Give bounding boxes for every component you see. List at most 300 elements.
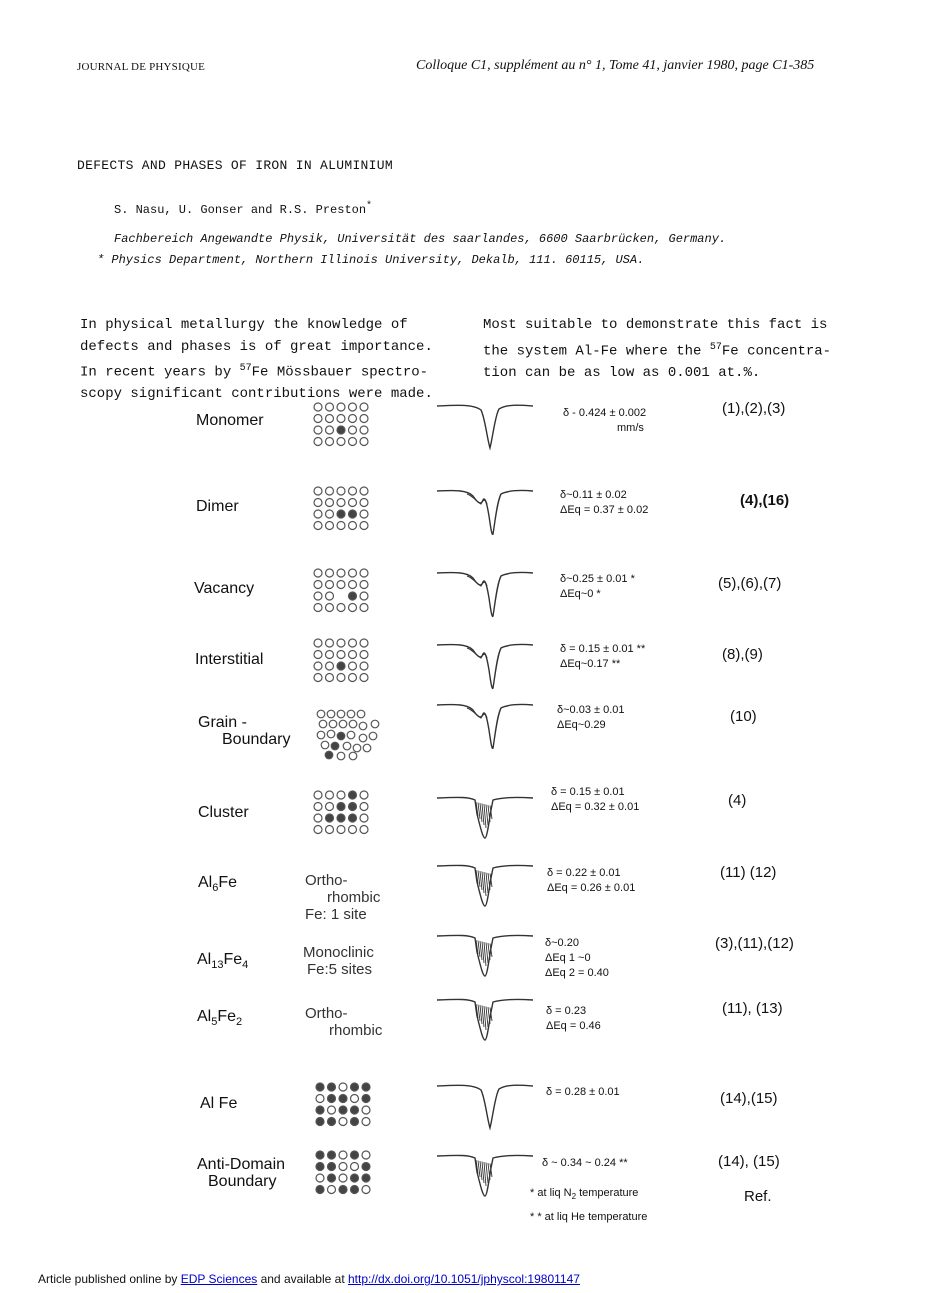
desc-al6fe-3: Fe: 1 site (305, 906, 367, 923)
params-interstitial (560, 642, 645, 672)
al-atom (349, 569, 357, 577)
al-atom (314, 791, 322, 799)
al6fe-sub: 6 (212, 882, 219, 895)
al-atom (316, 1174, 324, 1182)
al-atom (362, 1151, 370, 1159)
fe-atom (316, 1186, 324, 1194)
al13fe4-sub: 13 (211, 959, 224, 972)
lattice-anti-domain (315, 1150, 375, 1198)
al13fe4-sub2: 4 (242, 959, 249, 972)
fe-atom (337, 510, 345, 518)
absorption-line (480, 1161, 482, 1180)
spectrum-al6fe (437, 860, 535, 912)
fe-atom (337, 426, 345, 434)
row-name-anti-domain: Anti-Domain (197, 1156, 286, 1173)
refs-alfe: (14),(15) (720, 1090, 778, 1107)
ref-label: Ref. (744, 1188, 772, 1205)
absorption-line (480, 941, 482, 960)
al-atom (327, 730, 335, 738)
row-name-monomer: Monomer (196, 412, 264, 429)
absorption-line (486, 1007, 488, 1028)
refs-anti-domain: (14), (15) (718, 1153, 780, 1170)
lattice-dimer (313, 486, 373, 534)
fe-atom (349, 814, 357, 822)
al-atom (349, 752, 357, 760)
al-atom (326, 651, 334, 659)
params-anti-domain (542, 1156, 628, 1171)
desc-al6fe (305, 872, 380, 923)
params-monomer (563, 406, 646, 436)
al-atom (337, 499, 345, 507)
fe-atom (328, 1151, 336, 1159)
params-cluster (551, 785, 639, 815)
al-atom (360, 662, 368, 670)
fe-atom (349, 592, 357, 600)
fe-atom (349, 803, 357, 811)
al-atom (360, 426, 368, 434)
lattice-vacancy (313, 568, 373, 616)
row-name-boundary-2: Boundary (208, 1173, 277, 1190)
note-n2-sub: 2 (571, 1192, 577, 1202)
al-atom (326, 426, 334, 434)
affiliation-2: * Physics Department, Northern Illinois University, Dekalb, 111. 60115, USA. (97, 253, 645, 267)
lattice-interstitial (313, 638, 373, 686)
refs-vacancy: (5),(6),(7) (718, 575, 782, 592)
al-atom (314, 592, 322, 600)
al-atom (314, 814, 322, 822)
al-atom (360, 415, 368, 423)
author-mark: * (366, 201, 373, 212)
al13fe4-fe: Fe (223, 951, 243, 968)
al-atom (347, 710, 355, 718)
al-atom (359, 734, 367, 742)
params-grain (557, 703, 625, 733)
param-cluster-2: ΔEq = 0.32 ± 0.01 (551, 801, 640, 813)
fe-atom (328, 1174, 336, 1182)
param-al6fe-1: δ = 0.22 ± 0.01 (547, 867, 621, 879)
absorption-line (437, 490, 533, 534)
fe-atom (351, 1151, 359, 1159)
param-al13fe4-1: δ~0.20 (545, 937, 579, 949)
al-atom (321, 741, 329, 749)
absorption-line (437, 405, 533, 448)
al-atom (360, 403, 368, 411)
fe-atom (349, 791, 357, 799)
intro-right-line-1: Most suitable to demonstrate this fact is (483, 317, 828, 333)
al-atom (337, 674, 345, 682)
fe-atom (331, 742, 339, 750)
intro-left-line-3a: In recent years by (80, 364, 240, 381)
al-atom (339, 720, 347, 728)
al-atom (357, 710, 365, 718)
al-atom (351, 1163, 359, 1171)
refs-monomer: (1),(2),(3) (722, 400, 786, 417)
fe-atom (316, 1118, 324, 1126)
desc-al6fe-1: Ortho- (305, 872, 348, 889)
al-atom (360, 569, 368, 577)
al-atom (337, 415, 345, 423)
al-atom (337, 522, 345, 530)
al-atom (349, 581, 357, 589)
al-atom (360, 487, 368, 495)
param-monomer-2: mm/s (617, 422, 644, 434)
fe-atom (337, 803, 345, 811)
params-alfe (546, 1085, 620, 1100)
doi-link[interactable]: http://dx.doi.org/10.1051/jphyscol:19801147 (347, 1272, 580, 1286)
al-atom (326, 522, 334, 530)
al-atom (326, 569, 334, 577)
lattice-grain-boundary (313, 708, 379, 758)
isotope-mark: 57 (239, 363, 252, 374)
params-dimer (560, 488, 648, 518)
fe-atom (325, 751, 333, 759)
al6fe-al: Al (198, 874, 213, 891)
al-atom (349, 662, 357, 670)
desc-al5fe2 (305, 1005, 382, 1039)
refs-cluster: (4) (728, 792, 747, 809)
al-atom (337, 651, 345, 659)
al-atom (326, 487, 334, 495)
intro-left-line-2: defects and phases is of great importance. (80, 338, 433, 355)
al-atom (349, 826, 357, 834)
al-atom (349, 499, 357, 507)
intro-right-line-2b: Fe concentra- (721, 343, 832, 360)
al-atom (314, 674, 322, 682)
absorption-line (437, 644, 533, 688)
paper-title: DEFECTS AND PHASES OF IRON IN ALUMINIUM (77, 158, 393, 173)
al-atom (314, 487, 322, 495)
isotope-mark-2: 57 (709, 341, 722, 353)
refs-dimer: (4),(16) (740, 492, 790, 509)
al-atom (337, 791, 345, 799)
spectrum-monomer (437, 400, 535, 452)
al-atom (326, 438, 334, 446)
footer (38, 1272, 580, 1286)
desc-al13fe4-1: Monoclinic (303, 944, 374, 961)
al-atom (349, 522, 357, 530)
params-al5fe2 (546, 1004, 601, 1034)
edp-link[interactable]: EDP Sciences (180, 1272, 258, 1286)
fe-atom (328, 1163, 336, 1171)
al-atom (314, 438, 322, 446)
fe-atom (337, 662, 345, 670)
al-atom (349, 426, 357, 434)
desc-al13fe4-2: Fe:5 sites (307, 961, 373, 978)
absorption-line (486, 873, 488, 894)
absorption-line (437, 704, 533, 748)
spectrum-alfe (437, 1080, 535, 1132)
al-atom (362, 1118, 370, 1126)
al-atom (360, 522, 368, 530)
al-atom (328, 1106, 336, 1114)
param-al5fe2-1: δ = 0.23 (546, 1005, 587, 1017)
authors-text: S. Nasu, U. Gonser and R.S. Preston (114, 203, 367, 217)
al-atom (360, 674, 368, 682)
absorption-line (486, 943, 488, 964)
spectrum-interstitial (437, 640, 535, 692)
param-grain-1: δ~0.03 ± 0.01 (557, 704, 625, 716)
absorption-line (437, 1085, 533, 1128)
al-atom (343, 742, 351, 750)
fe-atom (337, 814, 345, 822)
desc-al13fe4 (303, 944, 374, 978)
al-atom (337, 487, 345, 495)
param-al13fe4-3: ΔEq 2 = 0.40 (545, 967, 609, 979)
al-atom (337, 710, 345, 718)
row-name-cluster: Cluster (198, 804, 249, 821)
absorption-line (480, 871, 482, 890)
intro-left-line-3b: Fe Mössbauer spectro- (251, 364, 429, 381)
param-dimer-1: δ~0.11 ± 0.02 (560, 489, 627, 501)
al-atom (360, 438, 368, 446)
journal-name: JOURNAL DE PHYSIQUE (77, 61, 206, 73)
fe-atom (339, 1095, 347, 1103)
intro-right-line-3: tion can be as low as 0.001 at.%. (483, 364, 761, 381)
note-n2-b: temperature (576, 1187, 639, 1199)
al-atom (349, 651, 357, 659)
al-atom (360, 826, 368, 834)
fe-atom (351, 1118, 359, 1126)
spectrum-grain-boundary (437, 700, 535, 752)
al-atom (362, 1106, 370, 1114)
al-atom (326, 791, 334, 799)
al-atom (371, 720, 379, 728)
al-atom (349, 604, 357, 612)
desc-al5fe2-2: rhombic (329, 1022, 383, 1039)
al-atom (317, 731, 325, 739)
note-he: * * at liq He temperature (530, 1211, 648, 1223)
fe-atom (362, 1083, 370, 1091)
al-atom (326, 415, 334, 423)
al-atom (337, 403, 345, 411)
al-atom (314, 510, 322, 518)
al-atom (326, 592, 334, 600)
al-atom (360, 499, 368, 507)
param-al6fe-2: ΔEq = 0.26 ± 0.01 (547, 882, 636, 894)
al13fe4-al: Al (197, 951, 212, 968)
al-atom (347, 731, 355, 739)
al-atom (339, 1083, 347, 1091)
al-atom (327, 710, 335, 718)
desc-al5fe2-1: Ortho- (305, 1005, 348, 1022)
al-atom (349, 438, 357, 446)
refs-al13fe4: (3),(11),(12) (715, 935, 794, 952)
al-atom (360, 814, 368, 822)
fe-atom (328, 1083, 336, 1091)
fe-atom (362, 1174, 370, 1182)
row-name-al5fe2 (197, 1008, 242, 1031)
lattice-cluster (313, 790, 373, 838)
al-atom (314, 604, 322, 612)
al-atom (353, 744, 361, 752)
al-atom (337, 639, 345, 647)
al-atom (360, 604, 368, 612)
al-atom (328, 1186, 336, 1194)
al-atom (314, 581, 322, 589)
refs-interstitial: (8),(9) (722, 646, 763, 663)
params-al13fe4 (545, 936, 609, 981)
row-name-al13fe4 (197, 951, 248, 974)
al-atom (363, 744, 371, 752)
al-atom (337, 581, 345, 589)
al-atom (314, 569, 322, 577)
al-atom (314, 522, 322, 530)
al-atom (360, 581, 368, 589)
spectrum-anti-domain (437, 1150, 535, 1202)
lattice-monomer (313, 402, 373, 450)
absorption-line (480, 1005, 482, 1024)
al5fe2-sub2: 2 (236, 1016, 243, 1029)
desc-al6fe-2: rhombic (327, 889, 381, 906)
row-name-vacancy: Vacancy (194, 580, 255, 597)
al-atom (349, 720, 357, 728)
note-n2 (530, 1186, 638, 1204)
al-atom (317, 710, 325, 718)
intro-left-line-1: In physical metallurgy the knowledge of (80, 317, 408, 333)
al-atom (337, 438, 345, 446)
al-atom (314, 415, 322, 423)
intro-left-line-4: scopy significant contributions were made. (80, 386, 433, 403)
al-atom (337, 826, 345, 834)
fe-atom (328, 1095, 336, 1103)
param-alfe-1: δ = 0.28 ± 0.01 (546, 1086, 620, 1098)
footer-prefix: Article published online by (38, 1272, 181, 1286)
al-atom (314, 651, 322, 659)
al-atom (339, 1151, 347, 1159)
refs-al6fe: (11) (12) (720, 864, 777, 881)
fe-atom (316, 1151, 324, 1159)
row-name-dimer: Dimer (196, 498, 239, 515)
fe-atom (351, 1106, 359, 1114)
al-atom (337, 569, 345, 577)
al-atom (326, 510, 334, 518)
al-atom (329, 720, 337, 728)
fe-atom (339, 1106, 347, 1114)
al-atom (314, 403, 322, 411)
params-al6fe (547, 866, 635, 896)
al-atom (351, 1095, 359, 1103)
al5fe2-al: Al (197, 1008, 212, 1025)
fe-atom (316, 1083, 324, 1091)
al-atom (349, 487, 357, 495)
al-atom (360, 639, 368, 647)
al-atom (349, 639, 357, 647)
fe-atom (337, 732, 345, 740)
al-atom (360, 803, 368, 811)
al-atom (319, 720, 327, 728)
fe-atom (349, 510, 357, 518)
al-atom (349, 674, 357, 682)
al-atom (326, 499, 334, 507)
fe-atom (362, 1095, 370, 1103)
param-monomer-1: δ - 0.424 ± 0.002 (563, 407, 647, 419)
footer-middle: and available at (257, 1272, 348, 1286)
fe-atom (316, 1106, 324, 1114)
param-interstitial-2: ΔEq~0.17 ** (560, 658, 621, 670)
al-atom (326, 639, 334, 647)
al-atom (314, 662, 322, 670)
al-atom (314, 499, 322, 507)
al-atom (326, 674, 334, 682)
note-n2-a: * at liq N (530, 1187, 572, 1199)
spectrum-dimer (437, 486, 535, 538)
al-atom (360, 791, 368, 799)
fe-atom (328, 1118, 336, 1126)
refs-al5fe2: (11), (13) (722, 1000, 783, 1017)
fe-atom (316, 1163, 324, 1171)
al-atom (314, 639, 322, 647)
fe-atom (351, 1174, 359, 1182)
al-atom (360, 651, 368, 659)
param-dimer-2: ΔEq = 0.37 ± 0.02 (560, 504, 649, 516)
param-cluster-1: δ = 0.15 ± 0.01 (551, 786, 625, 798)
fe-atom (351, 1186, 359, 1194)
al-atom (326, 662, 334, 670)
al-atom (339, 1174, 347, 1182)
param-al13fe4-2: ΔEq 1 ~0 (545, 952, 591, 964)
spectrum-cluster (437, 792, 535, 844)
al-atom (337, 752, 345, 760)
affiliation-1: Fachbereich Angewandte Physik, Universität des saarlandes, 6600 Saarbrücken, Germany. (114, 232, 727, 246)
spectrum-al5fe2 (437, 994, 535, 1046)
al-atom (314, 426, 322, 434)
al5fe2-fe: Fe (217, 1008, 237, 1025)
intro-right-line-2a: the system Al-Fe where the (483, 343, 710, 360)
row-name-grain: Grain - (198, 714, 247, 731)
al-atom (314, 803, 322, 811)
spectrum-vacancy (437, 568, 535, 620)
al-atom (314, 826, 322, 834)
fe-atom (351, 1083, 359, 1091)
fe-atom (326, 814, 334, 822)
absorption-line (437, 572, 533, 616)
al-atom (349, 415, 357, 423)
param-grain-2: ΔEq~0.29 (557, 719, 606, 731)
param-interstitial-1: δ = 0.15 ± 0.01 ** (560, 643, 646, 655)
param-anti-domain-1: δ ~ 0.34 ~ 0.24 ** (542, 1157, 628, 1169)
colloque-text: Colloque C1, supplément au n° 1, Tome 41, janvier 1980, page C1-385 (416, 58, 815, 73)
al-atom (360, 510, 368, 518)
row-name-al6fe (198, 874, 237, 897)
param-vacancy-2: ΔEq~0 * (560, 588, 601, 600)
al-atom (349, 403, 357, 411)
absorption-line (486, 1163, 488, 1184)
al-atom (337, 604, 345, 612)
params-vacancy (560, 572, 635, 602)
al-atom (326, 581, 334, 589)
fe-atom (362, 1163, 370, 1171)
absorption-line (486, 805, 488, 826)
lattice-alfe (315, 1082, 375, 1130)
refs-grain: (10) (730, 708, 757, 725)
row-name-alfe: Al Fe (200, 1095, 238, 1112)
al-atom (359, 722, 367, 730)
al-atom (360, 592, 368, 600)
al-atom (316, 1095, 324, 1103)
absorption-line (480, 803, 482, 822)
al-atom (326, 604, 334, 612)
al-atom (339, 1163, 347, 1171)
al-atom (369, 732, 377, 740)
al5fe2-sub: 5 (211, 1016, 218, 1029)
fe-atom (339, 1186, 347, 1194)
row-name-interstitial: Interstitial (195, 651, 264, 668)
al-atom (326, 403, 334, 411)
spectrum-al13fe4 (437, 930, 535, 982)
al-atom (362, 1186, 370, 1194)
al-atom (326, 803, 334, 811)
al6fe-fe: Fe (218, 874, 238, 891)
